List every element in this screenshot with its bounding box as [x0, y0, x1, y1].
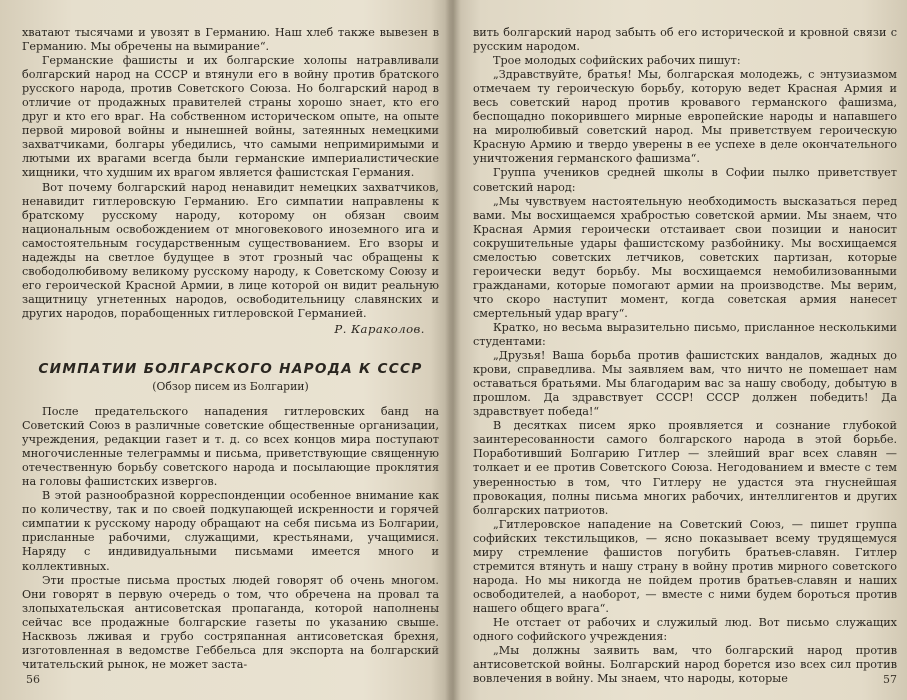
- section-subtitle: (Обзор писем из Болгарии): [152, 379, 309, 393]
- left-paragraph-6: Эти простые письма простых людей говорят об очень многом. Они говорят в первую очередь о том, что обречена на провал та злопыхательская антисоветская пропаганда, которой наполнены сейчас все продажные болгарские газеты по указанию свыше. Насквозь лживая и грубо состряпанная антисоветская брехня, изготовленная в ведомстве Геббельса для экспорта на болгарский читательский рынок, не может заста-: [22, 573, 439, 671]
- right-paragraph-6: Не отстает от рабочих и служилый люд. Вот письмо служащих одного софийского учреждения:: [473, 615, 897, 644]
- page-number-right: 57: [883, 673, 897, 686]
- page-number-left: 56: [26, 673, 40, 686]
- right-paragraph-3: Группа учеников средней школы в Софии пылко приветствует советский народ:: [473, 166, 897, 194]
- right-quote-4: „Гитлеровское нападение на Советский Союз, — пишет группа софийских текстильщиков, — ясно показывает всему трудящемуся миру стремление фашистов погубить братьев-славян. Гитлер стремится втянуть и нашу страну в войну против мирного советского народа. Но мы никогда не пойдем против братьев-славян и наших освободителей, а наоборот, — вместе с ними будем бороться против нашего общего врага“.: [473, 517, 897, 615]
- left-paragraph-5: В этой разнообразной корреспонденции особенное внимание как по количеству, так и по своей подкупающей искренности и горячей симпатии к русскому народу обращают на себя письма из Болгарии, присланные рабочими, служащими, крестьянами, учащимися. Наряду с индивидуальными письмами имеется много и коллективных.: [22, 489, 439, 573]
- right-quote-2: „Мы чувствуем настоятельную необходимость высказаться перед вами. Мы восхищаемся храбростью советской армии. Мы знаем, что Красная Армия героически отстаивает свои позиции и наносит сокрушительные удары фашистскому разбойнику. Мы восхищаемся смелостью советских летчиков, советских партизан, которые героически ведут борьбу. Мы восхищаемся немобилизованными гражданами, которые помогают армии на производстве. Мы верим, что скоро наступит момент, когда советская армия нанесет смертельный удар врагу“.: [473, 194, 897, 320]
- left-paragraph-1: хватают тысячами и увозят в Германию. Наш хлеб также вывезен в Германию. Мы обречены на вымирание“.: [22, 26, 439, 54]
- right-quote-3: „Друзья! Ваша борьба против фашистских вандалов, жадных до крови, справедлива. Мы заявляем вам, что ничто не помешает нам оставаться братьями. Мы благодарим вас за нашу свободу, добытую в прошлом. Да здравствует СССР! СССР должен победить! Да здравствует победа!“: [473, 349, 897, 419]
- left-page: [0, 0, 453, 700]
- left-paragraph-3: Вот почему болгарский народ ненавидит немецких захватчиков, ненавидит гитлеровскую Германию. Его симпатии направлены к братскому русскому народу, которому он обязан своим национальным освобождением от многовекового иноземного ига и самостоятельным государственным существованием. Его взоры и надежды на светлое будущее в этот грозный час обращены к свободолюбивому великому русскому народу, к Советскому Союзу и его героической Красной Армии, в лице которой он видит реальную защитницу угнетенных народов, освободительницу славянских и других народов, порабощенных гитлеровской Германией.: [22, 180, 439, 320]
- article-signature: Р. Караколов.: [334, 321, 425, 336]
- right-paragraph-1: вить болгарский народ забыть об его исторической и кровной связи с русским народом.: [473, 26, 897, 54]
- left-paragraph-4: После предательского нападения гитлеровских банд на Советский Союз в различные советские общественные организации, учреждения, редакции газет и т. д. со всех концов мира поступают многочисленные телеграммы и письма, приветствующие священную отечественную борьбу советского народа и посылающие проклятия на головы фашистских извергов.: [22, 404, 439, 489]
- right-page: [453, 0, 907, 700]
- right-quote-1: „Здравствуйте, братья! Мы, болгарская молодежь, с энтузиазмом отмечаем ту героическую борьбу, которую ведет Красная Армия и весь советский народ против кровавого германского фашизма, беспощадно покорившего мирные европейские народы и напавшего на миролюбивый советский народ. Мы приветствуем героическую Красную Армию и твердо уверены в ее успехе в деле окончательного уничтожения германского фашизма“.: [473, 68, 897, 166]
- right-quote-5: „Мы должны заявить вам, что болгарский народ против антисоветской войны. Болгарский народ борется изо всех сил против вовлечения в войну. Мы знаем, что народы, которые: [473, 644, 897, 686]
- left-paragraph-2: Германские фашисты и их болгарские холопы натравливали болгарский народ на СССР и втянули его в войну против братского русского народа, против Советского Союза. Но болгарский народ в отличие от продажных правителей страны хорошо знает, кто его друг и кто его враг. На собственном историческом опыте, на опыте первой мировой войны и нынешней войны, затеянных немецкими захватчиками, болгары убедились, что самыми непримиримыми и лютыми их врагами всегда были германские империалистические хищники, что худшим их врагом является фашистская Германия.: [22, 54, 439, 180]
- right-paragraph-2: Трое молодых софийских рабочих пишут:: [493, 54, 741, 68]
- section-title: СИМПАТИИ БОЛГАРСКОГО НАРОДА К СССР: [38, 360, 423, 377]
- right-paragraph-5: В десятках писем ярко проявляется и сознание глубокой заинтересованности самого болгарского народа в этой борьбе. Поработивший Болгарию Гитлер — злейший враг всех славян — толкает и ее против Советского Союза. Негодованием и вместе с тем уверенностью в том, что Гитлеру не удастся эта гнуснейшая провокация, полны письма многих рабочих, интеллигентов и других болгарских патриотов.: [473, 419, 897, 517]
- right-paragraph-4: Кратко, но весьма выразительно письмо, присланное несколькими студентами:: [473, 320, 897, 349]
